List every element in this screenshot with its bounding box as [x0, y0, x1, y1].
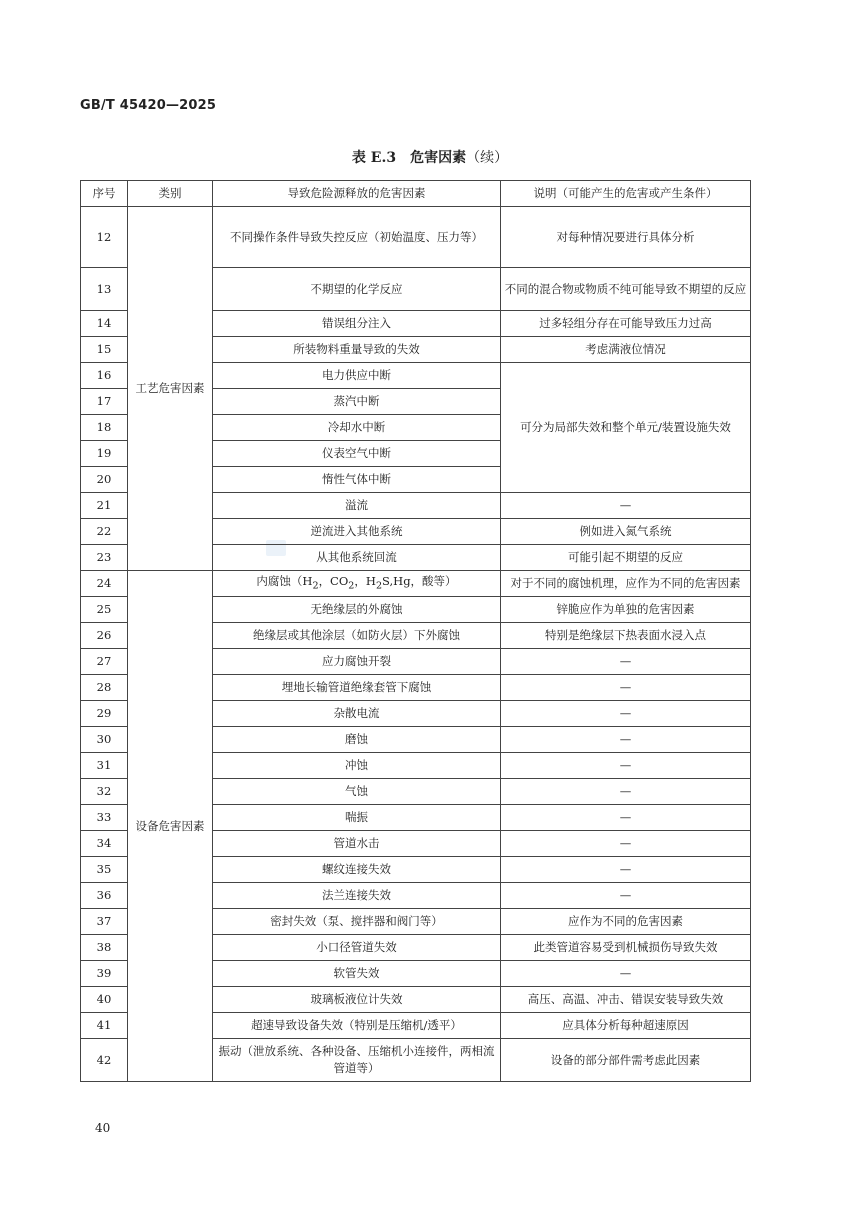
row-note: — — [501, 701, 751, 727]
row-factor: 磨蚀 — [213, 727, 501, 753]
row-note: 对于不同的腐蚀机理，应作为不同的危害因素 — [501, 571, 751, 597]
row-factor: 电力供应中断 — [213, 363, 501, 389]
row-note: 过多轻组分存在可能导致压力过高 — [501, 311, 751, 337]
row-no: 35 — [81, 857, 128, 883]
row-factor: 冲蚀 — [213, 753, 501, 779]
row-factor: 绝缘层或其他涂层（如防火层）下外腐蚀 — [213, 623, 501, 649]
row-no: 37 — [81, 909, 128, 935]
row-note: 考虑满液位情况 — [501, 337, 751, 363]
row-no: 41 — [81, 1013, 128, 1039]
row-factor: 惰性气体中断 — [213, 467, 501, 493]
header-note: 说明（可能产生的危害或产生条件） — [501, 181, 751, 207]
row-note: 高压、高温、冲击、错误安装导致失效 — [501, 987, 751, 1013]
row-no: 36 — [81, 883, 128, 909]
row-factor: 蒸汽中断 — [213, 389, 501, 415]
row-note: — — [501, 961, 751, 987]
row-no: 39 — [81, 961, 128, 987]
row-factor: 从其他系统回流 — [213, 545, 501, 571]
row-factor: 软管失效 — [213, 961, 501, 987]
row-note: — — [501, 805, 751, 831]
row-no: 30 — [81, 727, 128, 753]
row-no: 17 — [81, 389, 128, 415]
page-number: 40 — [95, 1121, 111, 1135]
header-factor: 导致危险源释放的危害因素 — [213, 181, 501, 207]
merged-note-utility-loss: 可分为局部失效和整个单元/装置设施失效 — [501, 363, 751, 493]
row-no: 25 — [81, 597, 128, 623]
row-no: 32 — [81, 779, 128, 805]
row-no: 27 — [81, 649, 128, 675]
row-factor: 螺纹连接失效 — [213, 857, 501, 883]
row-factor: 埋地长输管道绝缘套管下腐蚀 — [213, 675, 501, 701]
row-note: 应具体分析每种超速原因 — [501, 1013, 751, 1039]
row-factor: 管道水击 — [213, 831, 501, 857]
row-note: — — [501, 779, 751, 805]
row-factor: 玻璃板液位计失效 — [213, 987, 501, 1013]
row-no: 28 — [81, 675, 128, 701]
table-row — [81, 207, 751, 268]
category-equipment: 设备危害因素 — [128, 571, 213, 1082]
row-note: — — [501, 493, 751, 519]
category-process: 工艺危害因素 — [128, 207, 213, 571]
hazard-factor-table — [80, 180, 751, 1082]
row-note: 锌脆应作为单独的危害因素 — [501, 597, 751, 623]
row-factor: 无绝缘层的外腐蚀 — [213, 597, 501, 623]
row-note: — — [501, 649, 751, 675]
row-factor: 杂散电流 — [213, 701, 501, 727]
row-factor: 不期望的化学反应 — [213, 268, 501, 311]
row-no: 14 — [81, 311, 128, 337]
row-no: 40 — [81, 987, 128, 1013]
row-no: 42 — [81, 1039, 128, 1082]
row-factor: 应力腐蚀开裂 — [213, 649, 501, 675]
row-note: 例如进入氮气系统 — [501, 519, 751, 545]
row-note: 此类管道容易受到机械损伤导致失效 — [501, 935, 751, 961]
row-note: 对每种情况要进行具体分析 — [501, 207, 751, 268]
row-factor: 所装物料重量导致的失效 — [213, 337, 501, 363]
row-no: 18 — [81, 415, 128, 441]
row-no: 33 — [81, 805, 128, 831]
row-no: 26 — [81, 623, 128, 649]
header-category: 类别 — [128, 181, 213, 207]
row-no: 13 — [81, 268, 128, 311]
row-factor: 冷却水中断 — [213, 415, 501, 441]
row-no: 38 — [81, 935, 128, 961]
table-title-text: 表 E.3 危害因素 — [351, 150, 467, 166]
standard-code: GB/T 45420—2025 — [80, 98, 217, 113]
table-header-row — [81, 181, 751, 207]
row-note: 设备的部分部件需考虑此因素 — [501, 1039, 751, 1082]
row-no: 19 — [81, 441, 128, 467]
row-no: 34 — [81, 831, 128, 857]
row-no: 20 — [81, 467, 128, 493]
row-no: 15 — [81, 337, 128, 363]
row-factor: 法兰连接失效 — [213, 883, 501, 909]
row-note: — — [501, 831, 751, 857]
row-factor: 小口径管道失效 — [213, 935, 501, 961]
row-no: 21 — [81, 493, 128, 519]
row-no: 29 — [81, 701, 128, 727]
row-note: 不同的混合物或物质不纯可能导致不期望的反应 — [501, 268, 751, 311]
row-factor: 振动（泄放系统、各种设备、压缩机小连接件，两相流管道等） — [213, 1039, 501, 1082]
row-note: — — [501, 675, 751, 701]
row-note: 可能引起不期望的反应 — [501, 545, 751, 571]
row-factor: 喘振 — [213, 805, 501, 831]
row-no: 12 — [81, 207, 128, 268]
row-note: 应作为不同的危害因素 — [501, 909, 751, 935]
row-factor: 气蚀 — [213, 779, 501, 805]
row-factor: 密封失效（泵、搅拌器和阀门等） — [213, 909, 501, 935]
row-note: — — [501, 753, 751, 779]
row-factor: 逆流进入其他系统 — [213, 519, 501, 545]
header-no: 序号 — [81, 181, 128, 207]
row-note: — — [501, 883, 751, 909]
row-no: 22 — [81, 519, 128, 545]
table-title — [0, 147, 860, 167]
row-factor: 错误组分注入 — [213, 311, 501, 337]
row-no: 16 — [81, 363, 128, 389]
row-factor: 仪表空气中断 — [213, 441, 501, 467]
row-factor: 溢流 — [213, 493, 501, 519]
row-note: — — [501, 857, 751, 883]
row-factor: 超速导致设备失效（特别是压缩机/透平） — [213, 1013, 501, 1039]
row-factor: 不同操作条件导致失控反应（初始温度、压力等） — [213, 207, 501, 268]
row-no: 23 — [81, 545, 128, 571]
row-note: — — [501, 727, 751, 753]
table-title-continued: （续） — [466, 150, 509, 166]
table-row — [81, 571, 751, 597]
row-note: 特别是绝缘层下热表面水浸入点 — [501, 623, 751, 649]
row-no: 24 — [81, 571, 128, 597]
row-no: 31 — [81, 753, 128, 779]
row-factor: 内腐蚀（$H_2$，$CO_2$，$H_2S,Hg$，酸等） — [213, 571, 501, 597]
